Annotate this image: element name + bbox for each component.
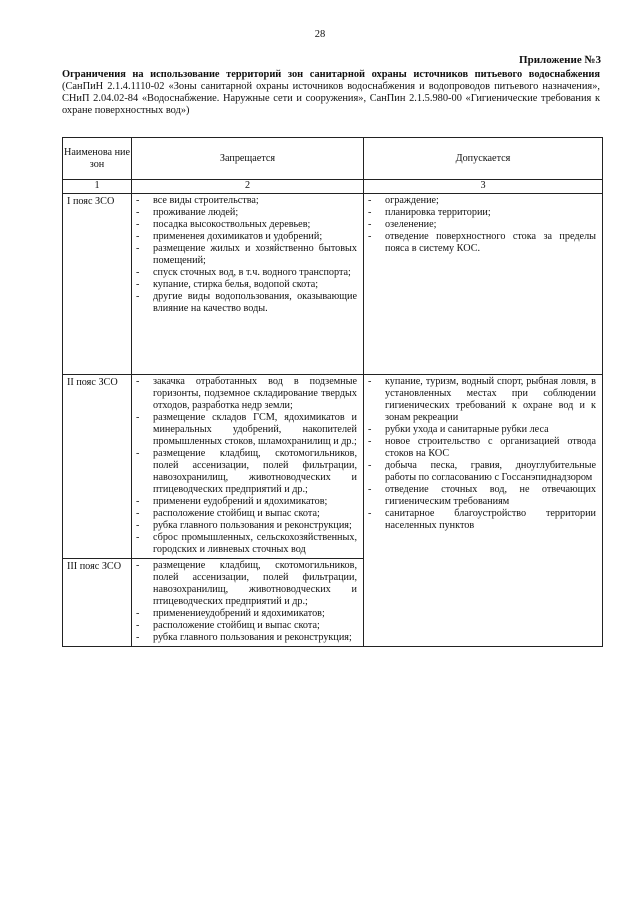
list-item: - примененея дохимикатов и удобрений; (136, 231, 357, 243)
header-zone-name: Наименова ние зон (63, 138, 132, 180)
forbidden-cell (132, 559, 364, 647)
allowed-list (364, 194, 602, 257)
list-item: - применени еудобрений и ядохимикатов; (136, 496, 357, 508)
document-title (62, 69, 600, 117)
list-item: - новое строительство с организацией отвода стоков на КОС (368, 436, 596, 460)
allowed-cell (364, 194, 603, 375)
list-item: - купание, туризм, водный спорт, рыбная ловля, в установленных местах при соблюдении гигиенических требований к охране вод и к зонам рекреации (368, 376, 596, 424)
forbidden-list (132, 194, 363, 317)
list-item: - планировка территории; (368, 207, 596, 219)
forbidden-list (132, 559, 363, 646)
list-item: - рубка главного пользования и реконструкция; (136, 632, 357, 644)
list-item: - рубки ухода и санитарные рубки леса (368, 424, 596, 436)
table-row (63, 375, 603, 559)
table-row (63, 194, 603, 375)
list-item: - ограждение; (368, 195, 596, 207)
list-item: - отведение поверхностного стока за пределы пояса в систему КОС. (368, 231, 596, 255)
zone-name-cell: I пояс ЗСО (63, 194, 132, 375)
title-normative-refs: (СанПиН 2.1.4.1110-02 «Зоны санитарной охраны источников водоснабжения и водопроводов питьевого назначения», СНиП 2.04.02-84 «Водоснабжение. Наружные сети и сооружения», СанПин 2.1.5.980-00 «Гигиенические требования к охране поверхностных вод») (62, 81, 600, 116)
list-item: - проживание людей; (136, 207, 357, 219)
list-item: - купание, стирка белья, водопой скота; (136, 279, 357, 291)
list-item: - все виды строительства; (136, 195, 357, 207)
page-number: 28 (314, 29, 326, 40)
list-item: - размещение складов ГСМ, ядохимикатов и минеральных удобрений, накопителей промышленных стоков, шламохранилищ и др.; (136, 412, 357, 448)
forbidden-cell (132, 194, 364, 375)
list-item: - посадка высокоствольных деревьев; (136, 219, 357, 231)
list-item: - сброс промышленных, сельскохозяйственных, городских и ливневых сточных вод (136, 532, 357, 556)
list-item: - размещение кладбищ, скотомогильников, полей ассенизации, полей фильтрации, навозохранилищ, животноводческих и птицеводческих предприятий и др.; (136, 448, 357, 496)
list-item: - размещение жилых и хозяйственно бытовых помещений; (136, 243, 357, 267)
list-item: - применениеудобрений и ядохимикатов; (136, 608, 357, 620)
header-allowed: Допускается (364, 138, 603, 180)
forbidden-list (132, 375, 363, 558)
column-number-row (63, 180, 603, 194)
list-item: - размещение кладбищ, скотомогильников, полей ассенизации, полей фильтрации, навозохранилищ, животноводческих и птицеводческих предприятий и др.; (136, 560, 357, 608)
list-item: - расположение стойбищ и выпас скота; (136, 620, 357, 632)
column-number: 1 (63, 180, 132, 194)
allowed-cell (364, 375, 603, 647)
list-item: - расположение стойбищ и выпас скота; (136, 508, 357, 520)
list-item: - другие виды водопользования, оказывающие влияние на качество воды. (136, 291, 357, 315)
forbidden-cell (132, 375, 364, 559)
list-item: - отведение сточных вод, не отвечающих гигиеническим требованиям (368, 484, 596, 508)
title-bold: Ограничения на использование территорий зон санитарной охраны источников питьевого водоснабжения (62, 69, 600, 80)
column-number: 2 (132, 180, 364, 194)
table-header-row (63, 138, 603, 180)
zones-table (62, 137, 603, 647)
zone-name-cell: III пояс ЗСО (63, 559, 132, 647)
column-number: 3 (364, 180, 603, 194)
list-item: - добыча песка, гравия, дноуглубительные работы по согласованию с Госсанэпиднадзором (368, 460, 596, 484)
list-item: - спуск сточных вод, в т.ч. водного транспорта; (136, 267, 357, 279)
list-item: - санитарное благоустройство территории населенных пунктов (368, 508, 596, 532)
appendix-label: Приложение №3 (519, 54, 601, 66)
list-item: - озеленение; (368, 219, 596, 231)
list-item: - закачка отработанных вод в подземные горизонты, подземное складирование твердых отходов, разработка недр земли; (136, 376, 357, 412)
header-forbidden: Запрещается (132, 138, 364, 180)
list-item: - рубка главного пользования и реконструкция; (136, 520, 357, 532)
zone-name-cell: II пояс ЗСО (63, 375, 132, 559)
allowed-list (364, 375, 602, 534)
